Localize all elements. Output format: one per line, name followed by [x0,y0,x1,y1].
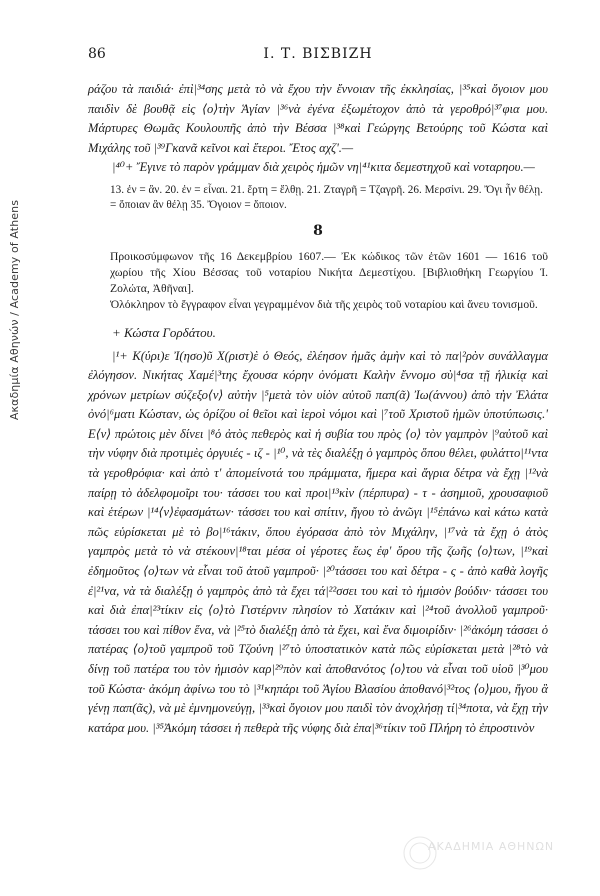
description-paragraph: Προικοσύμφωνον τῆς 16 Δεκεμβρίου 1607.— Ἐκ κώδικος τῶν ἐτῶν 1601 — 1616 τοῦ χωρίου τῆς Χίου Βέσσας τοῦ νοταρίου Νικήτα Δεμεστίχου. [Βιβλιοθήκη Γεωργίου Ί. Ζολώτα, Ἀθῆναι]. [110,249,548,295]
page-header [88,46,548,62]
description-paragraph: Ὁλόκληρον τὸ ἔγγραφον εἶναι γεγραμμένον διὰ τῆς χειρὸς τοῦ νοταρίου καὶ ἄνευ τονισμοῦ. [110,297,538,311]
watermark-emblem-icon [400,818,590,888]
page-number: 86 [88,46,106,62]
watermark-text: ΑΚΑΔΗΜΙΑ ΑΘΗΝΩΝ [428,840,555,853]
page [88,46,548,738]
document-body [88,347,548,739]
side-stamp-text: Ακαδημία Αθηνών / Academy of Athens [8,199,21,421]
side-stamp [4,30,24,590]
top-paragraph: |⁴⁰+ Ἔγινε τὸ παρὸν γράμμαν διὰ χειρὸς ἡμῶν νη|⁴¹κιτα δεμεστηχοῦ καὶ νοταρηου.— [112,160,535,174]
top-paragraph: ράζου τὰ παιδιά· ἐπὶ|³⁴σης μετὰ τὸ νὰ ἔχου τὴν ἔννοιαν τῆς ἐκκλησίας, |³⁵καὶ ὄγοιον μου παιδὶν δὲ βουθᾷ εἰς ⟨ο⟩τὴν Ἁγίαν |³⁶νὰ ἐγένα ἐξωμέτοχον ἀπὸ τὰ γεροθρό|³⁷φια μου. Μάρτυρες Θωμᾶς Κουλουπῆς ἀπὸ τὴν Βέσσα |³⁸καὶ Γεώργης Βετούρης τοῦ Κώστα καὶ Μιχάλης τοῦ |³⁹Γκανᾶ κεῖνοι καὶ ἕτεροι. Ἔτος αχζ'.— [88,82,548,155]
signature-line: + Κώστα Γορδάτου. [112,324,216,340]
running-title: I. Τ. ΒΙΣΒΙΖΗ [263,46,373,62]
body-paragraph: |¹+ Κ(ύρι)ε Ἰ(ησο)ῦ Χ(ριστ)ὲ ὁ Θεός, ἐλέησον ἡμᾶς ἀμὴν καὶ τὸ πα|²ρὸν συνάλλαγμα ἐλόγησον. Νικήτας Χαμέ|³της ἔχουσα κόρην ὀνόματι Καλὴν ἔννομο σὺ|⁴σα τῇ ἡλικίᾳ καὶ χρόνων μετρίων σύζεξο⟨ν⟩ αὐτὴν |⁵μετὰ τὸν υἱὸν αὐτοῦ παπ(ᾶ) Ἰω(άννου) ἀπὸ τὴν Ἐλάτα ὀνό|⁶ματι Κώσταν, ὡς ὁρίζου οἱ θεῖοι καὶ ἱεροὶ νόμοι καὶ |⁷τοῦ Χριστοῦ ἡμῶν ὑποτύπωσις.' Ε⟨ν⟩ πρώτοις μὲν δίνει |⁸ὁ ἀτὸς πεθερὸς καὶ ἡ συβία του πρὸς ⟨ο⟩ τὸν γαμπρὸν |⁹αὐτοῦ καὶ τὴν νύφην διὰ προτιμὲς ὀργυιές - ιζ - |¹⁰, νὰ τὲς διαλέξῃ ὁ γαμπρὸς ὅπου θέλει, φυλάττο|¹¹ντα τὰ γεροθρόφια· καὶ ἀπὸ τ' ἀπομείνοτά του πράμματα, ἥμερα καὶ ἄγρια δέτρα νὰ ἔχῃ |¹²νὰ παίρῃ τὸ ἀδελφομοῖρι του· τάσσει του καὶ προι|¹³κὶν (πέρπυρα) - τ - ἀσημιοῦ, χρουσαφιοῦ καὶ ἑτέρων |¹⁴⟨ν⟩ἐφασμάτων· τάσσει του καὶ σπίτιν, ἤγου τὸ ἀνῶγι |¹⁵ἐπάνω καὶ κάτω κατὰ πῶς εὑρίσκεται μὲ τὸ βο|¹⁶τάκιν, ὅπου ἐγόρασα ἀπὸ τὸν Μιχάλην, |¹⁷νὰ τὰ ἔχῃ ὁ ἀτὸς γαμπρὸς μετὰ τὸ νὰ στέκουν|¹⁸ται μέσα οἱ γέροτες ἕως ἐφ' ὅρου τῆς ζωῆς ⟨ο⟩των, |¹⁹καὶ ἐδημοῦτος ⟨ο⟩των νὰ εἶναι τοῦ ἀτοῦ γαμπροῦ· |²⁰τάσσει του καὶ δέτρα - ς - ἀπὸ καθὰ λογῆς ἐ|²¹να, νὰ τὰ διαλέξῃ ὁ γαμπρὸς ἀπὸ τὰ ἔχει τά|²²σσει του καὶ τὸ ἡμισὸν βούδιν· τάσσει του καὶ διὰ ἐπα|²³τίκιν εἰς ⟨ο⟩τὸ Γιστέρνιν πλησίον τὸ Χατάκιν καὶ |²⁴τοῦ ἀνολλοῦ γαμπροῦ· τάσσει του καὶ πίθον ἕνα, νὰ |²⁵τὸ διαλέξῃ ἀπὸ τὰ ἔχει, καὶ ἕνα διμοιρίδιν· |²⁶ἀκόμη τάσσει ὁ πατέρας ⟨ο⟩τοῦ γαμπροῦ τοῦ Τζούνη |²⁷τὸ ὑποστατικὸν κατὰ πῶς εὑρίσκεται μετὰ |²⁸τὸ νὰ δίνῃ τοῦ πατέρα του τὸν ἡμισὸν καρ|²⁹πὸν καὶ ἀποθανότος ⟨ο⟩του νὰ εἶναι τοῦ υἱοῦ |³⁰μου τοῦ Κώστα· ἀκόμη ἀφίνω του τὸ |³¹κηπάρι τοῦ Ἁγίου Βλασίου ἀποθανό|³²τος ⟨ο⟩μου, ἤγου ἃ γένῃ παπ(ᾶς), νὰ μὲ ἐμνημονεύγῃ, |³³καὶ ὄγοιον μου παιδὶ τὸν ἀνοχλήσῃ τί|³⁴ποτα, νὰ ἔχῃ τὴν κατάρα μου. |³⁵Ἀκόμη τάσσει ἡ πεθερὰ τῆς νύφης διὰ ἐπα|³⁶τίκιν τοῦ Πλήρη τὸ ἐπροστινὸν [88,348,548,735]
academy-watermark [400,818,590,888]
section-number: 8 [313,222,323,239]
document-description [110,249,548,313]
top-text [88,80,548,178]
footnotes: 13. ἐν = ἂν. 20. ἐν = εἶναι. 21. ἔρτη = ἔλθῃ. 21. Ζταγρῆ = Τζαγρῆ. 26. Μερσίνι. 29. Ὄγι ἦν θέλῃ. = ὅποιαν ἂν θέλῃ 35. Ὄγοιον = ὅποιον. [110,183,543,211]
